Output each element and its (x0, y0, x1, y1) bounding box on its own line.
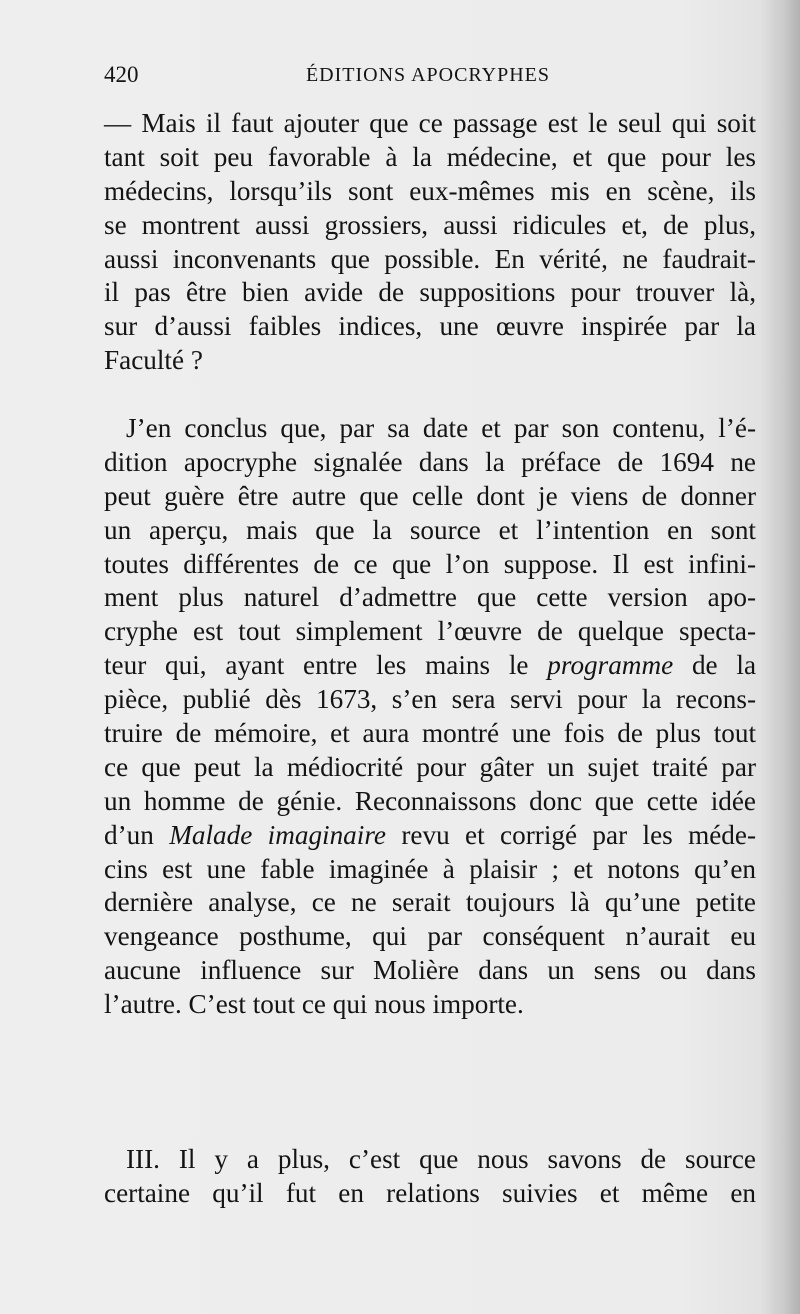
text-line: III. Il y a plus, c’est que nous savons de source (126, 1144, 756, 1174)
text-line: toutes différentes de ce que l’on suppose. Il est infini- (104, 548, 756, 579)
italic-title: Malade imaginaire (169, 819, 386, 850)
text-line: Faculté ? (104, 345, 203, 376)
paragraph-1 (104, 107, 756, 378)
text-line: vengeance posthume, qui par conséquent n’aurait eu (104, 921, 756, 952)
running-title: ÉDITIONS APOCRYPHES (305, 64, 551, 86)
text-line: tant soit peu favorable à la médecine, et que pour les (104, 141, 756, 172)
text-line: truire de mémoire, et aura montré une fois de plus tout (104, 718, 756, 749)
paragraph-2 (104, 412, 756, 1022)
text-line: il pas être bien avide de suppositions pour trouver là, (104, 277, 756, 308)
text-line: certaine qu’il fut en relations suivies et même en (104, 1177, 756, 1208)
text-line: cins est une fable imaginée à plaisir ; et notons qu’en (104, 853, 756, 884)
page-edge-shadow (760, 0, 800, 1314)
text-line: ce que peut la médiocrité pour gâter un sujet traité par (104, 751, 756, 782)
text-line: aucune influence sur Molière dans un sens ou dans (104, 955, 756, 986)
text-line: se montrent aussi grossiers, aussi ridicules et, de plus, (104, 209, 756, 240)
line-text: de la (691, 650, 757, 681)
text-line: l’autre. C’est tout ce qui nous importe. (104, 989, 524, 1020)
paragraph-3 (104, 1143, 756, 1211)
italic-title: programme (547, 650, 674, 681)
line-text: d’un (104, 819, 154, 850)
text-line: J’en conclus que, par sa date et par son contenu, l’é- (126, 413, 756, 443)
page-header (104, 62, 752, 92)
text-line: aussi inconvenants que possible. En vérité, ne faudrait- (104, 243, 756, 274)
text-line: pièce, publié dès 1673, s’en sera servi pour la recons- (104, 684, 756, 715)
text-line: cryphe est tout simplement l’œuvre de quelque specta- (104, 616, 756, 647)
text-line: — Mais il faut ajouter que ce passage est le seul qui soit (104, 108, 756, 138)
page-number: 420 (104, 62, 139, 87)
line-text: revu et corrigé par les méde- (401, 819, 757, 850)
line-text: teur qui, ayant entre les mains le (104, 650, 529, 681)
text-line: un homme de génie. Reconnaissons donc que cette idée (104, 785, 756, 816)
text-line-with-italic (104, 819, 756, 853)
text-line: sur d’aussi faibles indices, une œuvre inspirée par la (104, 311, 756, 342)
text-line: dernière analyse, ce ne serait toujours là qu’une petite (104, 887, 756, 918)
text-line: dition apocryphe signalée dans la préface de 1694 ne (104, 446, 756, 477)
text-line: médecins, lorsqu’ils sont eux-mêmes mis en scène, ils (104, 175, 756, 206)
text-line: ment plus naturel d’admettre que cette version apo- (104, 582, 756, 613)
text-line: un aperçu, mais que la source et l’intention en sont (104, 514, 756, 545)
text-line-with-italic (104, 649, 756, 683)
text-line: peut guère être autre que celle dont je viens de donner (104, 480, 756, 511)
